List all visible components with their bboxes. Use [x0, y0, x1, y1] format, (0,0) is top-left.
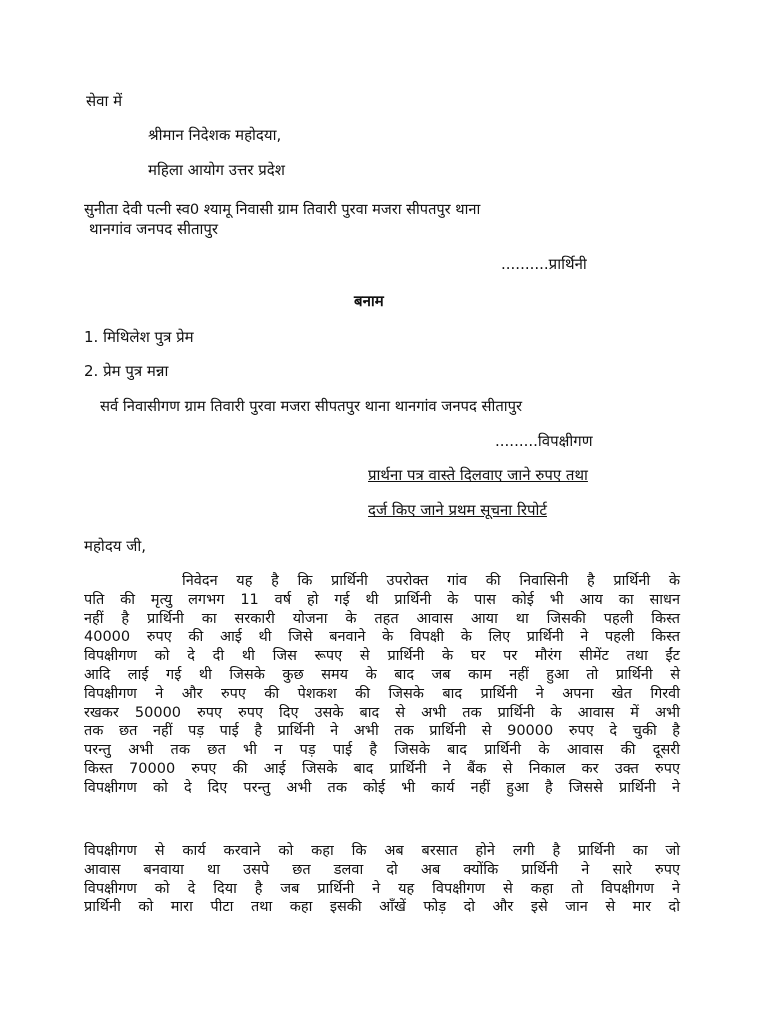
paragraph-line: प्रार्थिनी को मारा पीटा तथा कहा इसकी आँखें फोड़ दो और इसे जान से मार दो	[84, 899, 680, 916]
paragraph-line: तक छत नहीं पड़ पाई है प्रार्थिनी ने अभी तक प्रार्थिनी से 90000 रुपए दे चुकी है	[84, 723, 680, 740]
respondent-2: 2. प्रेम पुत्र मन्ना	[84, 362, 169, 380]
applicant-details-line2: थानगांव जनपद सीतापुर	[89, 220, 219, 238]
paragraph-line: परन्तु अभी तक छत भी न पड़ पाई है जिसके बाद प्रार्थिनी के आवास की दूसरी	[84, 742, 680, 759]
respondents-address: सर्व निवासीगण ग्राम तिवारी पुरवा मजरा सीपतपुर थाना थानगांव जनपद सीतापुर	[100, 398, 523, 415]
paragraph-line: आवास बनवाया था उसपे छत डलवा दो अब क्योंकि प्रार्थिनी ने सारे रुपए	[84, 861, 680, 878]
applicant-role: ..........प्रार्थिनी	[501, 255, 587, 273]
versus-heading: बनाम	[354, 292, 384, 310]
body-paragraph-1	[84, 572, 680, 798]
paragraph-line: विपक्षीगण को दे दी थी जिस रूपए से प्रार्थिनी के घर पर मौरंग सीमेंट तथा ईंट	[84, 648, 680, 665]
paragraph-line: निवेदन यह है कि प्रार्थिनी उपरोक्त गांव की निवासिनी है प्रार्थिनी के	[182, 573, 680, 589]
paragraph-line: विपक्षीगण से कार्य करवाने को कहा कि अब बरसात होने लगी है प्रार्थिनी का जो	[84, 843, 680, 859]
paragraph-line: विपक्षीगण ने और रुपए की पेशकश की जिसके बाद प्रार्थिनी ने अपना खेत गिरवी	[84, 685, 680, 702]
recipient-title: श्रीमान निदेशक महोदया,	[148, 126, 282, 144]
subject-line1: प्रार्थना पत्र वास्ते दिलवाए जाने रुपए तथा	[368, 466, 588, 484]
greeting: महोदय जी,	[84, 537, 147, 555]
paragraph-line: नहीं है प्रार्थिनी का सरकारी योजना के तहत आवास आया था जिसकी पहली किस्त	[84, 610, 680, 627]
paragraph-line: विपक्षीगण को दे दिया है जब प्रार्थिनी ने यह विपक्षीगण से कहा तो विपक्षीगण ने	[84, 880, 680, 897]
recipient-organization: महिला आयोग उत्तर प्रदेश	[148, 161, 285, 179]
paragraph-line: रखकर 50000 रुपए रुपए दिए उसके बाद से अभी तक प्रार्थिनी के आवास में अभी	[84, 704, 680, 721]
respondent-1: 1. मिथिलेश पुत्र प्रेम	[84, 328, 194, 346]
paragraph-line: 40000 रुपए की आई थी जिसे बनवाने के विपक्षी के लिए प्रार्थिनी ने पहली किस्त	[84, 629, 680, 646]
paragraph-line: किस्त 70000 रुपए की आई जिसके बाद प्रार्थिनी ने बैंक से निकाल कर उक्त रुपए	[84, 760, 680, 777]
paragraph-line: पति की मृत्यु लगभग 11 वर्ष हो गई थी प्रार्थिनी के पास कोई भी आय का साधन	[84, 591, 680, 608]
respondents-role: .........विपक्षीगण	[495, 432, 593, 450]
paragraph-line: विपक्षीगण को दे दिए परन्तु अभी तक कोई भी कार्य नहीं हुआ है जिससे प्रार्थिनी ने	[84, 779, 680, 796]
body-paragraph-2	[84, 842, 680, 917]
applicant-details-line1: सुनीता देवी पत्नी स्व0 श्यामू निवासी ग्राम तिवारी पुरवा मजरा सीपतपुर थाना	[84, 201, 481, 218]
salutation-to: सेवा में	[86, 92, 123, 110]
paragraph-line: आदि लाई गई थी जिसके कुछ समय के बाद जब काम नहीं हुआ तो प्रार्थिनी से	[84, 666, 680, 683]
subject-line2: दर्ज किए जाने प्रथम सूचना रिपोर्ट	[368, 501, 547, 519]
